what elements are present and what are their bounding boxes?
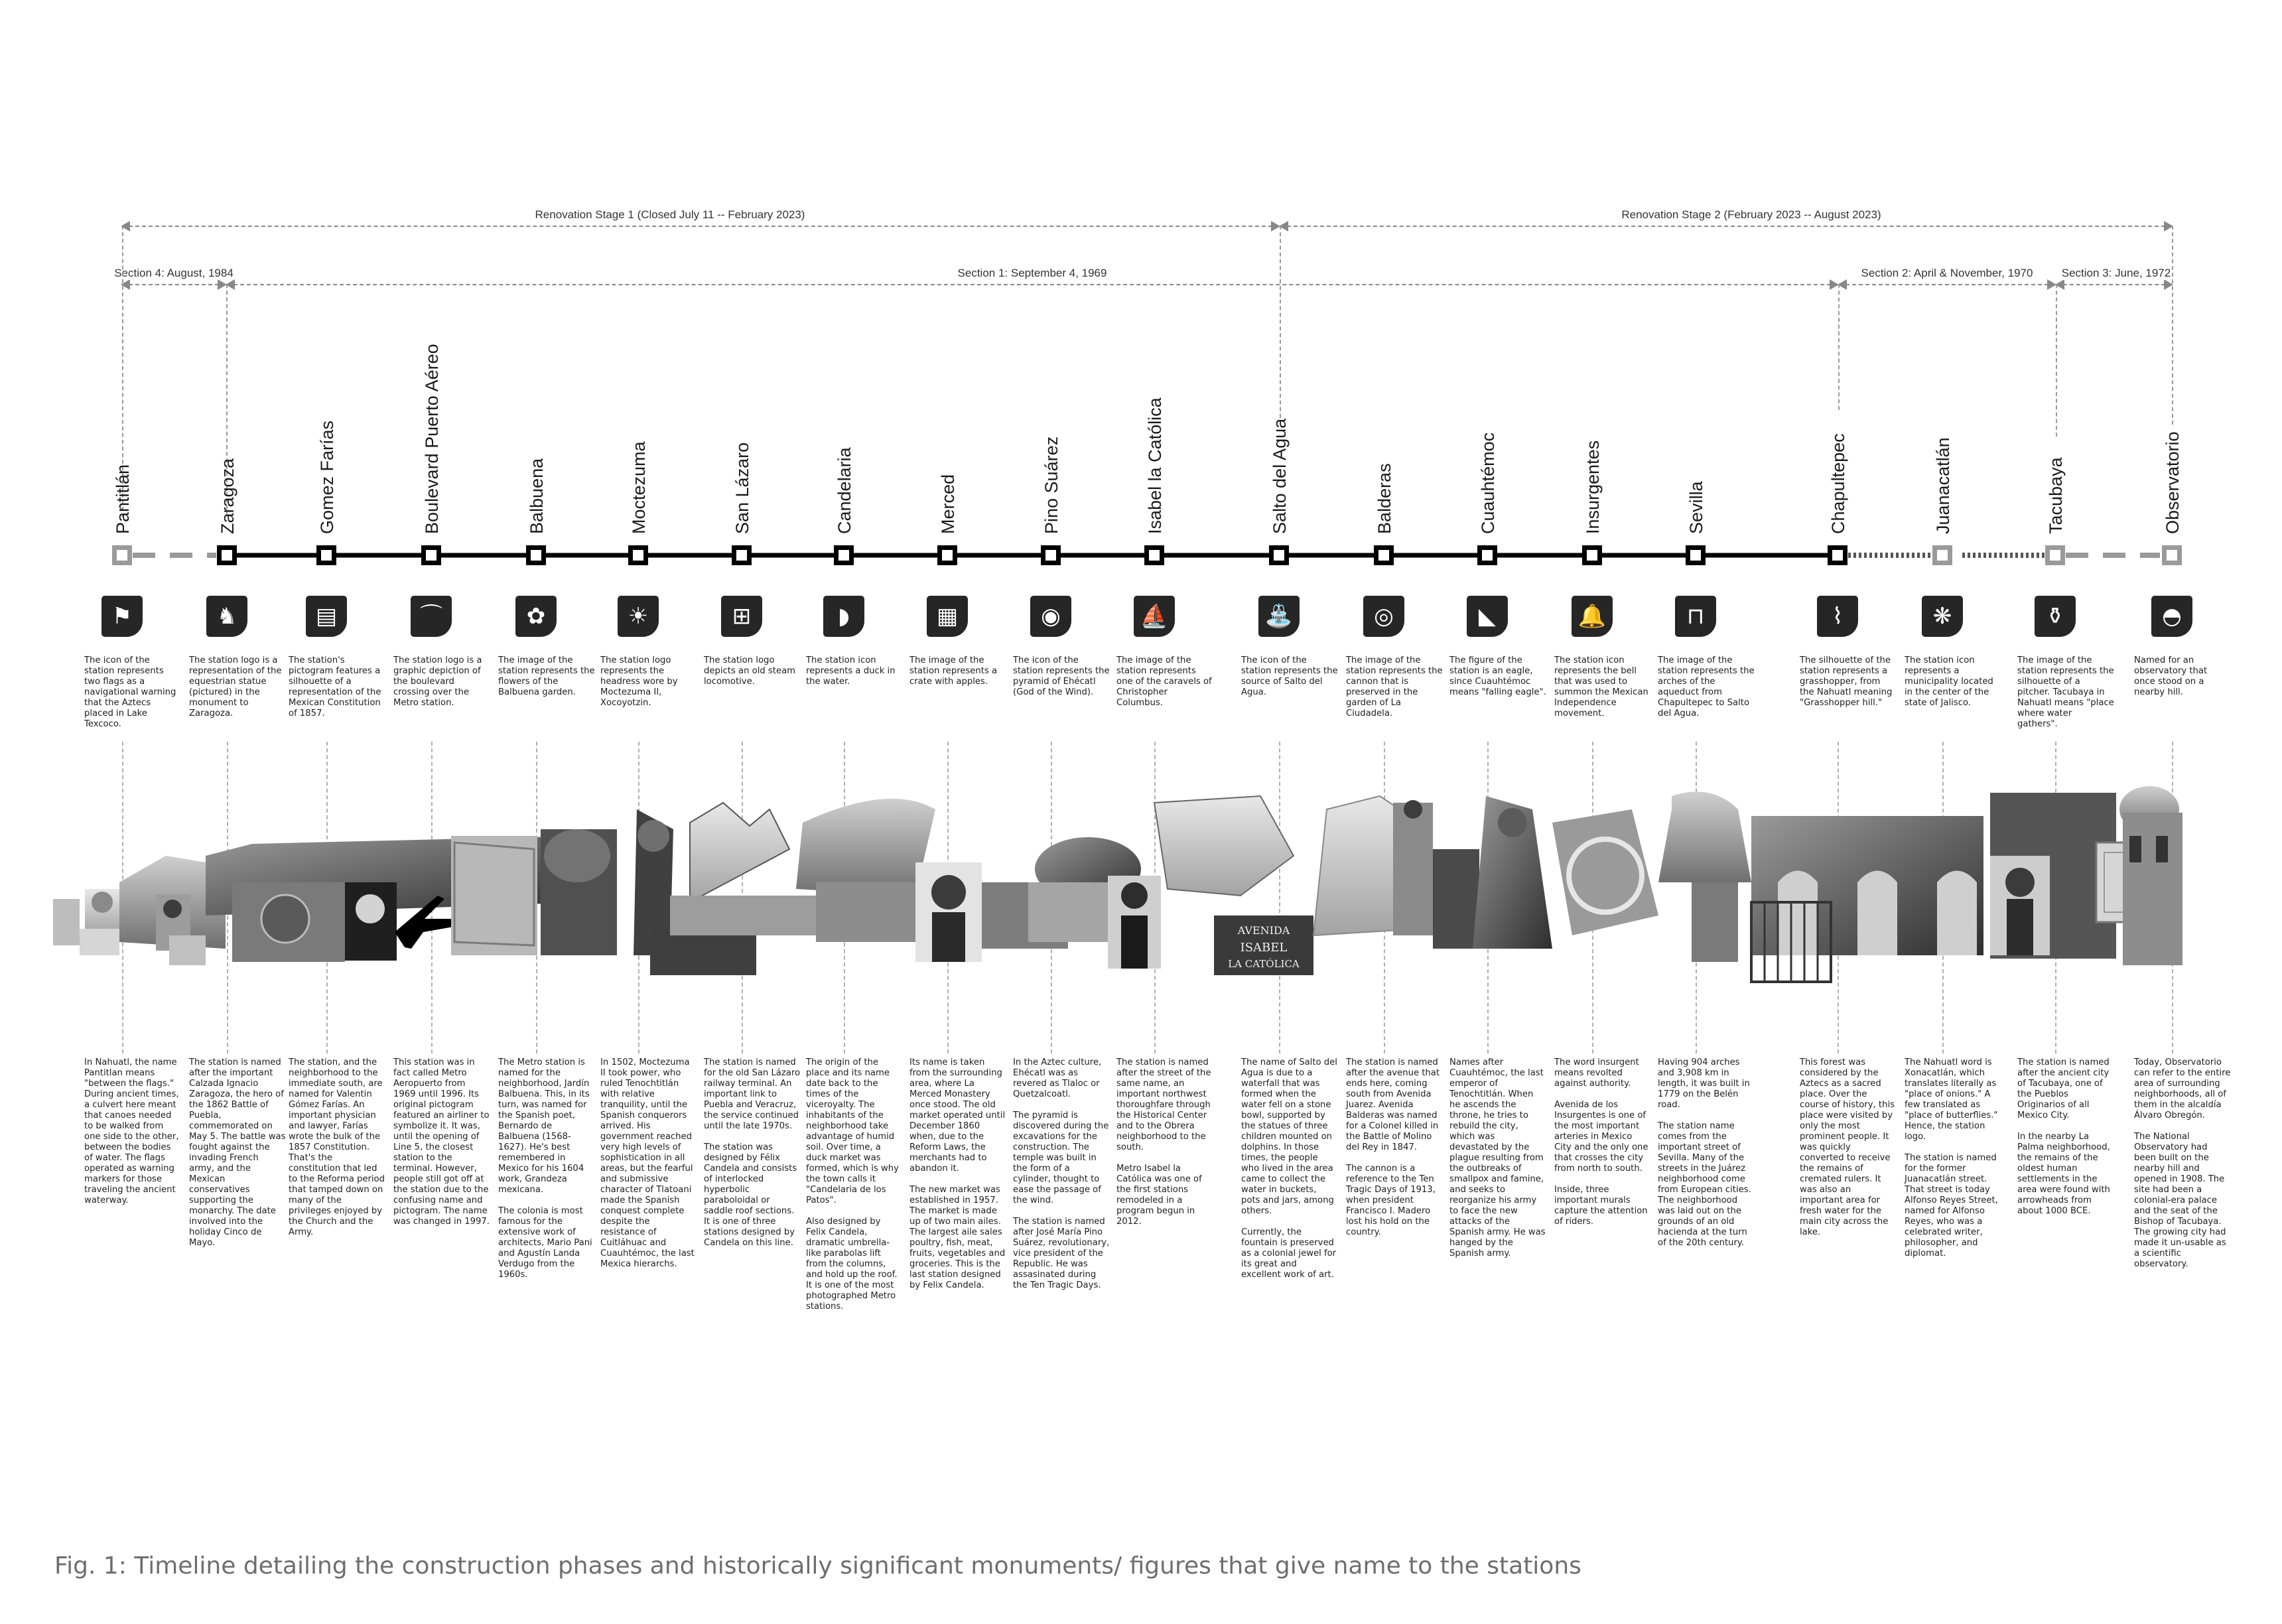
station-name-boulevard-puerto-aereo: Boulevard Puerto Aéreo [422,344,442,534]
station-marker-pino-suarez [1041,545,1061,565]
collage-photo-balbuena [451,836,537,955]
flowers-icon: ✿ [515,596,557,637]
station-description: In Nahuatl, the name Pantitlan means "between the flags." During ancient times, a culvert here meant that canoes needed to be walked from one side to the other, between the bodies of water. The flags operated as warning markers for those traveling the ancient waterway. [84,1057,179,1205]
station-name-salto-del-agua: Salto del Agua [1270,418,1290,534]
collage-photo-train [650,929,756,975]
section2-bracket [1839,284,2055,285]
station-icon-caption: The icon of the station represents the source of Salto del Agua. [1241,655,1338,697]
station-marker-balderas [1374,545,1394,565]
collage-photo-balderas-statue [1393,803,1433,935]
crate-icon: ▦ [927,596,968,637]
station-icon-caption: The image of the station represents the flowers of the Balbuena garden. [498,655,595,697]
station-marker-zaragoza [217,545,237,565]
section4-label: Section 4: August, 1984 [109,267,239,280]
station-description: Its name is taken from the surrounding area, where La Merced Monastery once stood. The old market operated until December 1860 when, due to the Reform Laws, the merchants had to abandon it. The new market was established in 1957. The market is made up of two main ailes. The largest aile sales poultry, fish, meat, fruits, vegetables and groceries. This is the last station designed by Felix Candela. [909,1057,1006,1290]
station-marker-sevilla [1686,545,1706,565]
pitcher-icon: ⚱ [2035,596,2076,637]
station-name-chapultepec: Chapultepec [1828,433,1848,534]
station-icon-caption: The image of the station represents one of the caravels of Christopher Columbus. [1116,655,1212,708]
caravel-icon: ⛵ [1134,596,1175,637]
cannon-icon: ◎ [1363,596,1404,637]
station-description: The Metro station is named for the neighborhood, Jardín Balbuena. This, in its turn, was named for the Spanish poet, Bernardo de Balbuena (1568-1627). He's best remembered in Mexico for his 1604 work, Grandeza mexicana. The colonia is most famous for the extensive work of architects, Mario Pani and Agustín Landa Verdugo from the 1960s. [498,1057,592,1280]
eagle-icon: ◣ [1467,596,1508,637]
station-name-balderas: Balderas [1375,463,1394,534]
station-marker-balbuena [526,545,546,565]
station-icon-caption: The image of the station represents the silhouette of a pitcher. Tacubaya in Nahuatl means "place where water gathers". [2017,655,2114,729]
station-marker-gomez-farias [316,545,336,565]
collage-sign-line1: AVENIDA [1237,924,1290,937]
station-name-san-lazaro: San Lázaro [732,442,752,534]
station-description: Having 904 arches and 3,908 km in length, it was built in 1779 on the Belén road. The station name comes from the important street of Sevilla. Many of the streets in the Juárez neighborhood come from European cities. The neighborhood was laid out on the grounds of an old hacienda at the turn of the 20th century. [1658,1057,1751,1248]
station-marker-merced [937,545,957,565]
renovation-bracket-2 [1280,226,2172,227]
horse-rider-icon: ♞ [206,596,247,637]
station-name-observatorio: Observatorio [2163,431,2182,534]
station-description: In 1502, Moctezuma II took power, who ruled Tenochtitlán with relative tranquility, until the Spanish conquerors arrived. His government reached very high levels of sophistication in all areas, but the fearful and submissive character of Tlatoani made the Spanish conquest complete despite the resistance of Cuitláhuac and Cuauhtémoc, the last Mexica hierarchs. [600,1057,695,1269]
station-icon-caption: The image of the station represents the cannon that is preserved in the garden of La Ciudadela. [1346,655,1443,718]
book-icon: ▤ [306,596,347,637]
station-marker-salto-del-agua [1269,545,1289,565]
station-description: The station is named after the ancient city of Tacubaya, one of the Pueblos Originarios of all Mexico City. In the nearby La Palma neighborhood, the remains of the oldest human settlements in the area were found with arrowheads from about 1000 BCE. [2017,1057,2110,1216]
photo-collage [53,783,2182,1002]
station-name-cuauhtemoc: Cuauhtémoc [1478,432,1498,534]
section3-bracket [2056,284,2172,285]
duck-icon: ◗ [823,596,864,637]
butterfly-icon: ❋ [1922,596,1963,637]
station-marker-juanacatlan [1932,545,1952,565]
station-icon-caption: The image of the station represents a crate with apples. [909,655,998,687]
station-description: The station is named for the old San Lázaro railway terminal. An important link to Puebla and Veracruz, the service continued until the late 1970s. The station was designed by Félix Candela and consists of interlocked hyperbolic paraboloidal or saddle roof sections. It is one of three stations designed by Candela on this line. [704,1057,801,1248]
collage-photo-candelaria-umbrella [796,799,935,896]
station-description: This forest was considered by the Aztecs as a sacred place. Over the course of history, this place were visited by only the most prominent people. It was quickly converted to receive the remains of cremated rulers. It was also an important area for fresh water for the main city across the lake. [1800,1057,1895,1237]
station-description: The station is named after the street of the same name, an important northwest thoroughfare through the Historical Center and to the Obrera neighborhood to the south. Metro Isabel la Católica was one of the first stations remodeled in a program begun in 2012. [1116,1057,1211,1227]
collage-sign-line2: ISABEL [1240,941,1288,955]
station-icon-caption: The station icon represents a duck in the water. [806,655,896,687]
station-marker-moctezuma [628,545,648,565]
renovation-bracket-1-label: Renovation Stage 1 (Closed July 11 -- February 2023) [530,208,811,222]
station-description: In the Aztec culture, Ehécatl was as revered as Tlaloc or Quetzalcoatl. The pyramid is discovered during the excavations for the construction. The temple was built in the form of a cylinder, thought to ease the passage of the wind. The station is named after José María Pino Suárez, revolutionary, vice president of the Republic. He was assasinated during the Ten Tragic Days. [1013,1057,1110,1290]
station-name-tacubaya: Tacubaya [2046,457,2066,534]
station-icon-caption: The icon of the station represents the pyramid of Ehécatl (God of the Wind). [1013,655,1110,697]
station-name-sevilla: Sevilla [1686,481,1706,534]
station-icon-caption: The station icon represents the bell that was used to summon the Mexican Independence movement. [1554,655,1648,718]
flags-icon: ⚑ [101,596,143,637]
station-marker-cuauhtemoc [1477,545,1497,565]
station-name-moctezuma: Moctezuma [629,441,649,534]
collage-photo-caravel [1154,796,1294,896]
observatory-icon: ◓ [2151,596,2192,637]
station-icon-caption: The station logo is a representation of the equestrian statue (pictured) in the monument to Zaragoza. [189,655,282,718]
station-icon-caption: The station logo represents the headress wore by Moctezuma II, Xocoyotzin. [600,655,678,708]
locomotive-icon: ⊞ [721,596,762,637]
section3-label: Section 3: June, 1972 [2056,267,2176,280]
headdress-icon: ☀ [618,596,659,637]
renovation-bracket-1 [122,226,1279,227]
section1-bracket [227,284,1838,285]
station-icon-caption: The figure of the station is an eagle, since Cuauhtémoc means "falling eagle". [1449,655,1546,697]
station-marker-san-lazaro [732,545,752,565]
collage-sign-line3: LA CATÓLICA [1228,958,1300,970]
collage-photo-bell [1658,791,1751,882]
station-marker-chapultepec [1828,545,1847,565]
pyramid-icon: ◉ [1030,596,1071,637]
station-name-zaragoza: Zaragoza [218,458,237,534]
station-description: The word insurgent means revolted against authority. Avenida de los Insurgentes is one of the most important arteries in Mexico City and the only one that crosses the city from north to south. Inside, three important murals capture the attention of riders. [1554,1057,1648,1227]
station-description: This station was in fact called Metro Aeropuerto from 1969 until 1996. Its original pictogram featured an airliner to symbolize it. It was, until the opening of Line 5, the closest station to the terminal. However, people still got off at the station due to the confusing name and pictogram. The name was changed in 1997. [393,1057,490,1227]
station-name-pino-suarez: Pino Suárez [1041,436,1061,534]
section1-label: Section 1: September 4, 1969 [953,267,1112,280]
station-marker-isabel-la-catolica [1144,545,1164,565]
station-name-pantitlan: Pantitlán [113,464,133,534]
station-icon-caption: The image of the station represents the arches of the aqueduct from Chapultepec to Salto del Agua. [1658,655,1755,718]
station-marker-tacubaya [2045,545,2065,565]
station-description: Names after Cuauhtémoc, the last emperor of Tenochtitlán. When he ascends the throne, he tries to rebuild the city, which was devastated by the plague resulting from the outbreaks of smallpox and famine, and seeks to reorganize his army to face the new attacks of the Spanish army. He was hanged by the Spanish army. [1449,1057,1546,1258]
station-marker-observatorio [2162,545,2182,565]
station-marker-boulevard-puerto-aereo [421,545,441,565]
bracket-cap [2056,284,2057,437]
figure-caption: Fig. 1: Timeline detailing the construction phases and historically significant monuments/ figures that give name to the stations [54,1552,1581,1580]
collage-photo-ship [690,803,789,902]
station-name-candelaria: Candelaria [835,447,854,534]
station-description: The origin of the place and its name date back to the times of the viceroyalty. The inhabitants of the neighborhood take advantage of humid soil. Over time, a duck market was formed, which is why the town calls it "Candelaria de los Patos". Also designed by Felix Candela, dramatic umbrella-like parabolas lift from the columns, and hold up the roof. It is one of the most photographed Metro stations. [806,1057,899,1312]
bell-icon: 🔔 [1572,596,1613,637]
renovation-bracket-2-label: Renovation Stage 2 (February 2023 -- August 2023) [1616,208,1886,222]
bracket-cap [1280,226,1281,425]
bracket-cap [1838,284,1840,410]
bridge-icon: ⌒ [411,596,452,637]
station-marker-pantitlan [112,545,132,565]
station-marker-insurgentes [1582,545,1602,565]
section2-label: Section 2: April & November, 1970 [1856,267,2039,280]
station-description: The station, and the neighborhood to the immediate south, are named for Valentin Gómez Farías. An important physician and lawyer, Farías wrote the bulk of the 1857 Constitution. That's the constitution that led to the Reforma period that tamped down on many of the privileges enjoyed by the Church and the Army. [289,1057,385,1237]
station-description: The name of Salto del Agua is due to a waterfall that was formed when the water fell on a stone bowl, supported by the statues of three children mounted on dolphins. In those times, the people who lived in the area came to collect the water in buckets, pots and jars, among others. Currently, the fountain is preserved as a colonial jewel for its great and excellent work of art. [1241,1057,1337,1280]
fountain-icon: ⛲ [1258,596,1300,637]
station-icon-caption: The station's pictogram features a silhouette of a representation of the Mexican Constitution of 1857. [289,655,381,718]
station-icon-caption: The station logo is a graphic depiction of the boulevard crossing over the Metro station. [393,655,482,708]
station-name-juanacatlan: Juanacatlán [1933,437,1953,534]
station-description: The station is named after the avenue that ends here, coming south from Avenida Juarez. Avenida Balderas was named for a Colonel killed in the Battle of Molino del Rey in 1847. The cannon is a reference to the Ten Tragic Days of 1913, when president Francisco I. Madero lost his hold on the country. [1346,1057,1440,1237]
aqueduct-icon: ⊓ [1675,596,1716,637]
station-description: The Nahuatl word is Xonacatlán, which translates literally as "place of onions." A few translated as "place of butterflies." Hence, the station logo. The station is named for the former Juanacatlán street. That street is today Alfonso Reyes Street, named for Alfonso Reyes, who was a celebrated writer, philosopher, and diplomat. [1905,1057,1998,1258]
collage-photo-pantitlan-map [53,899,80,945]
grasshopper-icon: ⌇ [1817,596,1858,637]
station-description: Today, Observatorio can refer to the entire area of surrounding neighborhoods, all of them in the alcaldía Álvaro Obregón. The National Observatory had been built on the nearby hill and opened in 1908. The site had been a colonial-era palace and the seat of the Bishop of Tacubaya. The growing city had made it un-usable as a scientific observatory. [2134,1057,2231,1269]
station-name-balbuena: Balbuena [527,458,547,534]
station-icon-caption: Named for an observatory that once stood on a nearby hill. [2134,655,2208,697]
station-description: The station is named after the important Calzada Ignacio Zaragoza, the hero of the 1862 Battle of Puebla, commemorated on May 5. The battle was fought against the invading French army, and the Mexican conservatives supporting the monarchy. The date involved into the holiday Cinco de Mayo. [189,1057,286,1248]
station-icon-caption: The silhouette of the station represents a grasshopper, from the Nahuatl meaning "Grasshopper hill." [1800,655,1893,708]
station-name-isabel-la-catolica: Isabel la Católica [1145,397,1165,534]
station-icon-caption: The station icon represents a municipality located in the center of the state of Jalisco. [1905,655,1993,708]
bracket-cap [2172,226,2173,425]
section4-bracket [122,284,226,285]
station-name-insurgentes: Insurgentes [1583,440,1603,534]
station-name-merced: Merced [938,474,958,534]
station-name-gomez-farias: Gomez Farías [317,420,337,534]
station-icon-caption: The station logo depicts an old steam locomotive. [704,655,796,687]
station-marker-candelaria [834,545,854,565]
station-icon-caption: The icon of the station represents two flags as a navigational warning that the Aztecs placed in Lake Texcoco. [84,655,176,729]
